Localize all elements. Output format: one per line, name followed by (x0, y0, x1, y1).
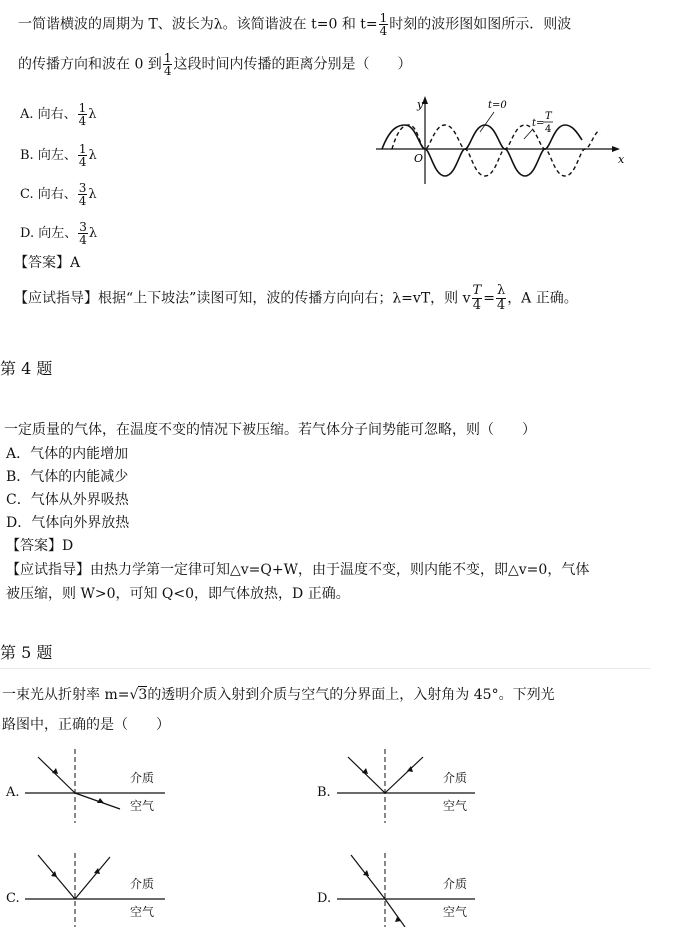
wave-figure (372, 92, 632, 192)
q3-guide (14, 284, 578, 313)
fraction-denominator: 4 (79, 233, 87, 247)
medium-label: 介质 (443, 771, 468, 785)
q4-option-c[interactable]: C．气体从外界吸热 (6, 492, 129, 508)
equals-sign: = (483, 290, 495, 307)
arrow-icon (97, 798, 104, 803)
medium-label: 介质 (130, 771, 155, 785)
fraction-numerator: T (472, 283, 482, 298)
fraction-numerator: 1 (78, 101, 87, 115)
q3-option-c[interactable] (20, 182, 97, 207)
origin-label: O (414, 152, 424, 165)
option-label: D. 向左、 (20, 226, 78, 241)
q3-stem-fraction (379, 12, 389, 37)
option-label: A. 向右、 (20, 107, 77, 122)
fraction-denominator: 4 (163, 64, 172, 78)
q4-guide-line2: 被压缩，则 W>0，可知 Q<0，即气体放热，D 正确。 (6, 586, 350, 602)
air-label: 空气 (443, 905, 468, 919)
q5-diagram-a[interactable] (0, 747, 170, 823)
option-tail: λ (88, 148, 97, 163)
medium-label: 介质 (130, 877, 155, 891)
medium-label: 介质 (443, 877, 468, 891)
option-fraction (78, 221, 88, 246)
incident-ray (38, 757, 75, 793)
q3-stem-text-d: 这段时间内传播的距离分别是（ ） (173, 56, 412, 73)
wave-t0-solid (382, 125, 582, 176)
sqrt-sign: √ (129, 687, 139, 703)
fraction-numerator: 3 (79, 220, 87, 234)
diagram-letter: A. (6, 785, 20, 800)
q3-guide-fraction-2 (496, 284, 506, 313)
tT4-label: t= (532, 118, 545, 129)
fraction-numerator: λ (496, 283, 506, 298)
option-label: B. 向左、 (20, 148, 77, 163)
incident-ray (38, 855, 75, 899)
q4-option-b[interactable]: B．气体的内能减少 (6, 469, 129, 485)
option-fraction (78, 182, 88, 207)
q3-stem-line2 (18, 52, 411, 77)
q5-stem-text-b: 的透明介质入射到介质与空气的分界面上，入射角为 45°。下列光 (147, 687, 555, 703)
diagram-letter: D. (317, 891, 332, 906)
option-fraction (78, 102, 88, 127)
q4-option-d[interactable]: D．气体向外界放热 (6, 515, 130, 531)
fraction-denominator: 4 (472, 298, 481, 313)
option-tail: λ (88, 187, 97, 202)
fraction-numerator: 3 (78, 181, 87, 195)
incident-ray (348, 757, 385, 793)
q3-stem-text-a: 一简谐横波的周期为 T、波长为λ。该简谐波在 t=0 和 t= (18, 16, 378, 33)
reflected-ray (385, 757, 423, 793)
q3-option-d[interactable] (20, 221, 97, 246)
q4-stem: 一定质量的气体，在温度不变的情况下被压缩。若气体分子间势能可忽略，则（ ） (4, 422, 536, 438)
q5-stem-text-a: 一束光从折射率 m= (2, 687, 130, 703)
tT4-leader-line (524, 130, 532, 139)
x-axis-label: x (618, 153, 625, 166)
fraction-denominator: 4 (496, 298, 506, 313)
q5-title: 第 5 题 (0, 643, 53, 662)
option-tail: λ (88, 107, 97, 122)
sqrt-value: 3 (138, 687, 148, 703)
q5-diagram-c[interactable] (0, 851, 170, 927)
x-axis-arrow-icon (612, 146, 620, 152)
air-label: 空气 (130, 799, 155, 813)
diagram-letter: C. (6, 891, 20, 906)
diagram-letter: B. (317, 785, 331, 800)
q4-guide-line1: 【应试指导】由热力学第一定律可知△v=Q+W，由于温度不变，则内能不变，即△v=0，气体 (6, 562, 590, 578)
q3-stem-text-b: 时刻的波形图如图所示．则波 (389, 16, 572, 33)
q3-guide-text-a: 【应试指导】根据“上下坡法”读图可知，波的传播方向向右；λ=vT，则 v (14, 290, 471, 307)
incident-ray (351, 855, 385, 899)
option-fraction (78, 143, 88, 168)
q3-stem-text-c: 的传播方向和波在 0 到 (18, 56, 162, 73)
q3-option-b[interactable] (20, 143, 97, 168)
wave-tT4-dashed (392, 125, 600, 176)
air-label: 空气 (443, 799, 468, 813)
fraction-numerator: 1 (379, 11, 388, 25)
q3-option-a[interactable] (20, 102, 97, 127)
q5-diagram-d[interactable] (315, 851, 485, 927)
q4-option-a[interactable]: A．气体的内能增加 (6, 446, 129, 462)
air-label: 空气 (130, 905, 155, 919)
refracted-ray (385, 899, 405, 927)
fraction-denominator: 4 (78, 114, 87, 128)
q4-title: 第 4 题 (0, 359, 53, 378)
tT4-den: 4 (545, 124, 552, 135)
fraction-denominator: 4 (379, 24, 388, 38)
q3-stem-line1 (18, 12, 571, 37)
q5-stem-line2: 路图中，正确的是（ ） (2, 717, 170, 733)
q3-guide-text-b: ，A 正确。 (507, 290, 578, 307)
fraction-numerator: 1 (163, 51, 172, 65)
reflected-ray (75, 857, 110, 899)
q5-stem-line1 (2, 684, 555, 704)
tT4-num: T (545, 111, 552, 122)
fraction-numerator: 1 (78, 142, 87, 156)
q3-stem-fraction-2 (163, 52, 173, 77)
q3-answer: 【答案】A (14, 255, 81, 271)
t0-label: t=0 (488, 100, 507, 111)
option-label: C. 向右、 (20, 187, 77, 202)
refracted-ray (75, 793, 120, 809)
y-axis-label: y (417, 98, 424, 111)
q5-diagram-b[interactable] (315, 747, 485, 823)
fraction-denominator: 4 (78, 155, 87, 169)
q3-guide-fraction-1 (472, 284, 483, 313)
q5-section (0, 668, 650, 928)
q4-answer: 【答案】D (6, 538, 74, 554)
option-tail: λ (88, 226, 98, 241)
fraction-denominator: 4 (78, 194, 87, 208)
